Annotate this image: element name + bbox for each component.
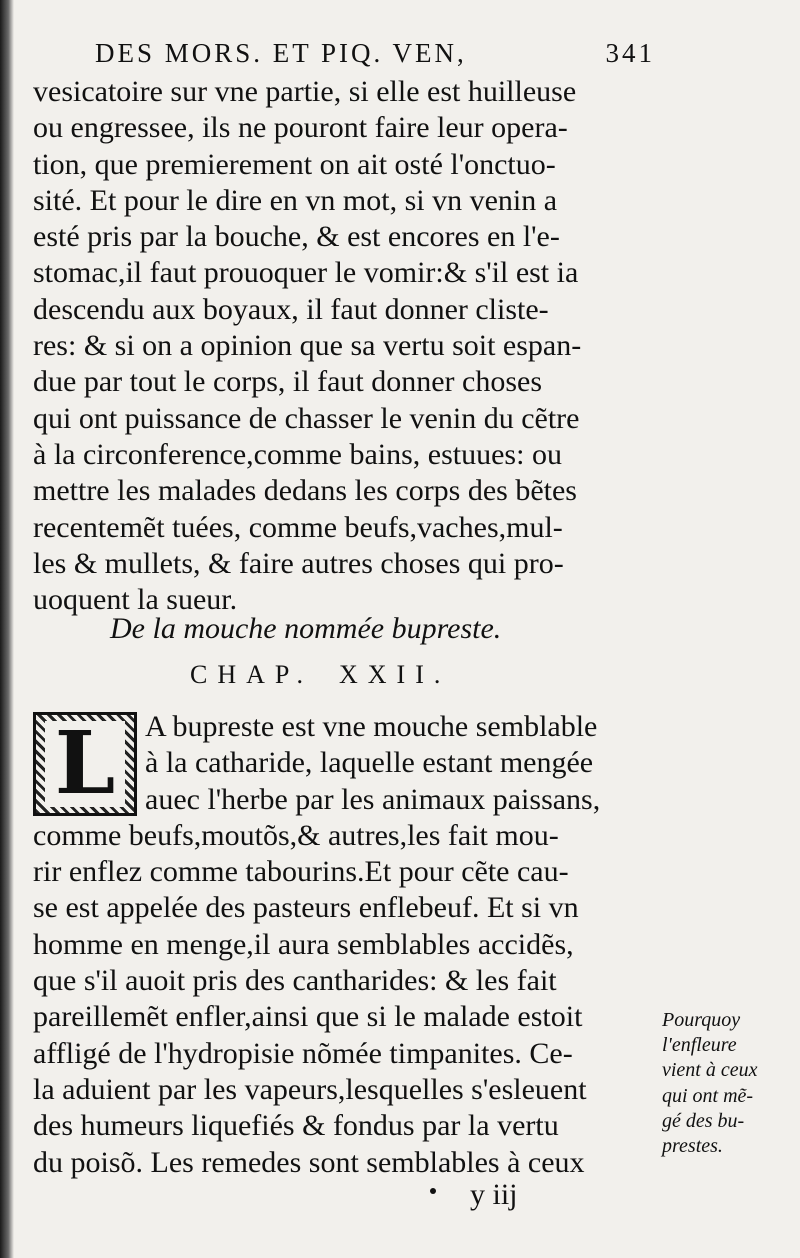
chapter-heading	[190, 660, 476, 690]
text-line: rir enflez comme tabourins.Et pour cẽte cau-	[33, 855, 569, 889]
page-number: 341	[605, 38, 655, 68]
text-line: stomac,il faut prouoquer le vomir:& s'il est ia	[33, 256, 579, 290]
marginal-line: qui ont mẽ-	[662, 1084, 754, 1107]
text-line: mettre les malades dedans les corps des bẽtes	[33, 474, 577, 508]
marginal-line: Pourquoy	[662, 1009, 741, 1031]
text-line: homme en menge,il aura semblables accidẽs,	[33, 927, 574, 961]
text-line: auec l'herbe par les animaux paissans,	[145, 782, 601, 816]
text-line: sité. Et pour le dire en vn mot, si vn venin a	[33, 183, 558, 217]
text-line: ou engressee, ils ne pouront faire leur opera-	[33, 111, 568, 145]
text-line: qui ont puissance de chasser le venin du cẽtre	[33, 401, 580, 435]
running-header	[95, 38, 655, 69]
text-line: vesicatoire sur vne partie, si elle est huilleuse	[33, 75, 577, 108]
chapter-label: CHAP.	[190, 660, 313, 689]
text-line: recentemẽt tuées, comme beufs,vaches,mul-	[33, 510, 563, 544]
text-line: due par tout le corps, il faut donner choses	[33, 365, 543, 399]
text-line: affligé de l'hydropisie nõmée timpanites. Ce-	[33, 1036, 573, 1070]
text-line: se est appelée des pasteurs enflebeuf. Et si vn	[33, 891, 579, 925]
text-line: que s'il auoit pris des cantharides: & les fait	[33, 964, 557, 998]
initial-letter: L	[45, 721, 125, 807]
text-line: les & mullets, & faire autres choses qui pro-	[33, 546, 564, 580]
text-line: à la catharide, laquelle estant mengée	[145, 746, 594, 780]
text-line: A bupreste est vne mouche semblable	[145, 710, 598, 743]
text-line: la aduient par les vapeurs,lesquelles s'esleuent	[33, 1072, 587, 1106]
running-header-title: DES MORS. ET PIQ. VEN,	[95, 38, 467, 68]
marginal-note	[662, 1008, 792, 1159]
chapter-number: XXII.	[338, 660, 451, 689]
text-line: comme beufs,moutõs,& autres,les fait mou-	[33, 818, 559, 852]
chapter-paragraph	[33, 709, 653, 1181]
marginal-line: prestes.	[662, 1135, 723, 1158]
text-line: descendu aux boyaux, il faut donner cliste-	[33, 292, 549, 326]
text-line: du poisõ. Les remedes sont semblables à ceux	[33, 1145, 585, 1179]
signature-mark: y iij	[470, 1178, 518, 1211]
text-line: des humeurs liquefiés & fondus par la vertu	[33, 1109, 559, 1143]
signature-dot	[430, 1188, 436, 1194]
text-line: uoquent la sueur.	[33, 583, 238, 617]
text-line: esté pris par la bouche, & est encores en l'e-	[33, 220, 560, 254]
section-heading: De la mouche nommée bupreste.	[110, 612, 502, 645]
text-line: res: & si on a opinion que sa vertu soit espan-	[33, 329, 582, 363]
marginal-line: l'enfleure	[662, 1034, 737, 1057]
marginal-line: gé des bu-	[662, 1109, 745, 1132]
text-line: à la circonference,comme bains, estuues: ou	[33, 437, 562, 471]
page-binding-shadow	[0, 0, 14, 1258]
body-paragraph	[33, 74, 653, 618]
text-line: pareillemẽt enfler,ainsi que si le malade estoit	[33, 1000, 583, 1034]
text-line: tion, que premierement on ait osté l'onctuo-	[33, 147, 556, 181]
marginal-line: vient à ceux	[662, 1059, 758, 1082]
